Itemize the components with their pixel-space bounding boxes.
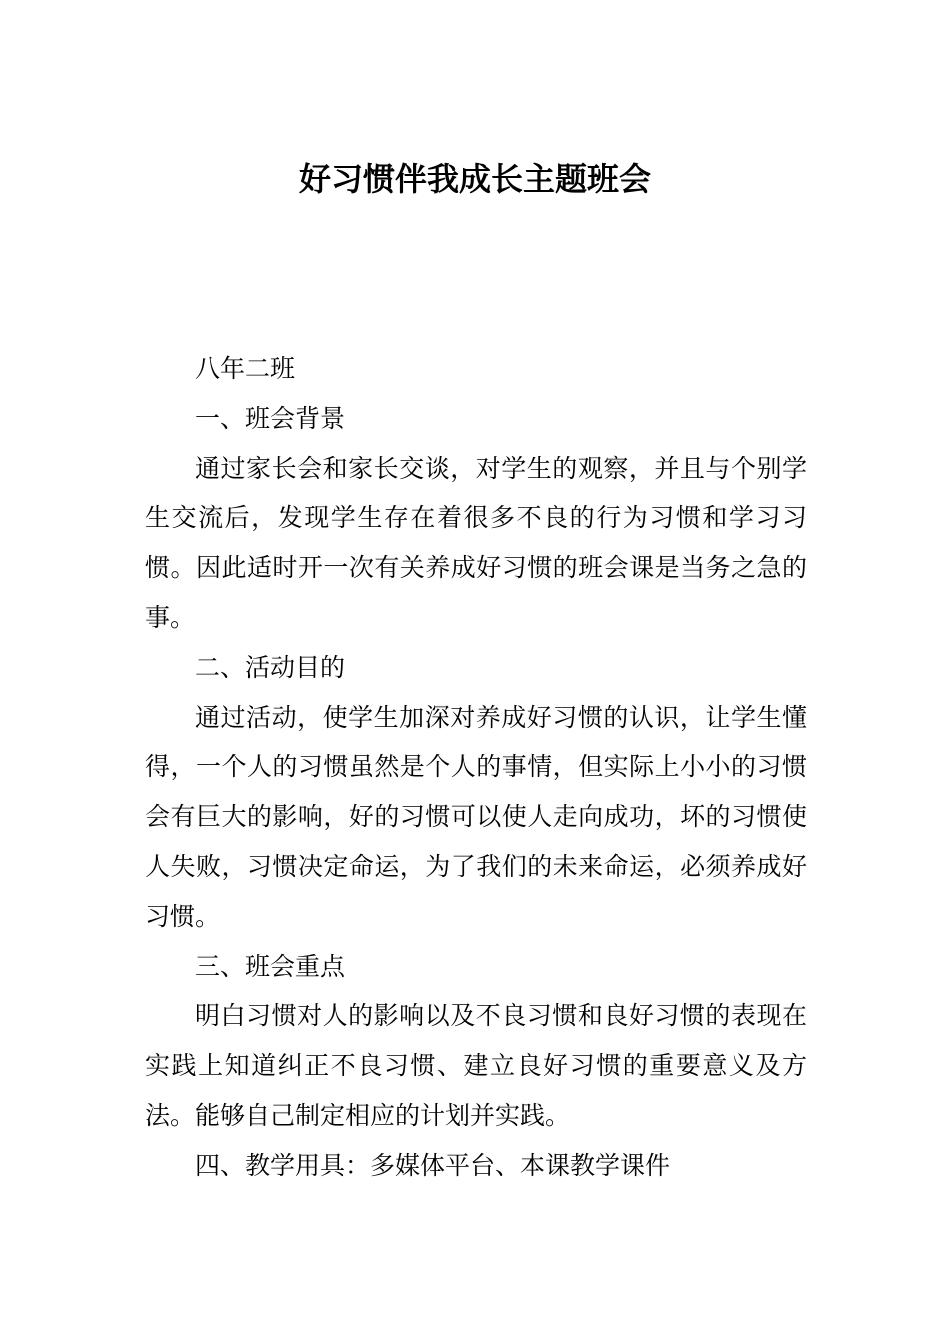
section-heading-tools: 四、教学用具：多媒体平台、本课教学课件 xyxy=(195,1150,671,1180)
section-heading-purpose: 二、活动目的 xyxy=(195,652,346,682)
paragraph-purpose: 通过活动，使学生加深对养成好习惯的认识，让学生懂得，一个人的习惯虽然是个人的事情，但实际上小小的习惯会有巨大的影响，好的习惯可以使人走向成功，坏的习惯使人失败，习惯决定命运，为了我们的未来命运，必须养成好习惯。 xyxy=(145,702,807,931)
paragraph-focus: 明白习惯对人的影响以及不良习惯和良好习惯的表现在实践上知道纠正不良习惯、建立良好习惯的重要意义及方法。能够自己制定相应的计划并实践。 xyxy=(145,1001,807,1130)
class-name: 八年二班 xyxy=(195,354,296,383)
document-body xyxy=(145,344,807,1191)
section-heading-focus: 三、班会重点 xyxy=(195,951,346,981)
section-heading-background: 一、班会背景 xyxy=(195,403,346,433)
paragraph-background: 通过家长会和家长交谈，对学生的观察，并且与个别学生交流后，发现学生存在着很多不良的行为习惯和学习习惯。因此适时开一次有关养成好习惯的班会课是当务之急的事。 xyxy=(145,453,807,632)
document-title: 好习惯伴我成长主题班会 xyxy=(298,160,651,198)
